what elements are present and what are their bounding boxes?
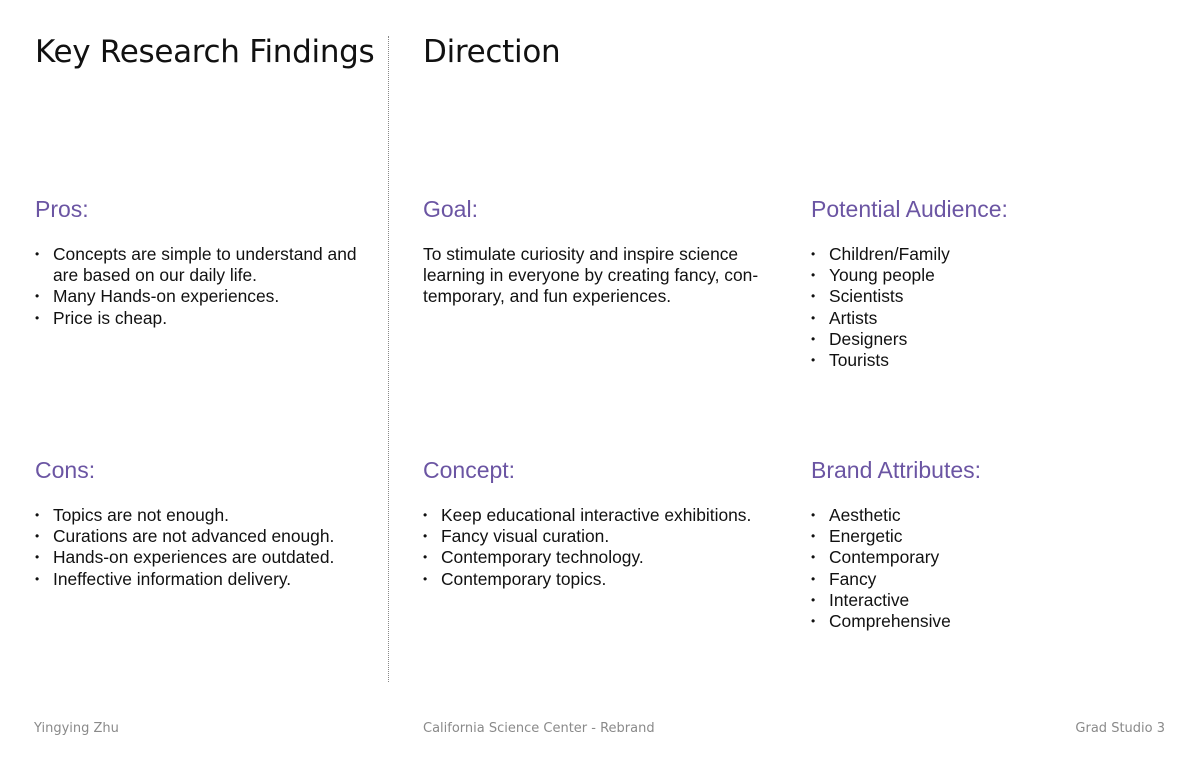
key-research-findings-heading: Key Research Findings <box>35 34 375 70</box>
list-item: • Topics are not enough. <box>35 505 375 526</box>
list-item: • Fancy <box>811 569 1166 590</box>
list-item: • Comprehensive <box>811 611 1166 632</box>
pros-title: Pros: <box>35 196 89 222</box>
brand-attributes-section <box>811 456 1166 632</box>
list-item: • Concepts are simple to understand and are based on our daily life. <box>35 244 375 286</box>
audience-list <box>811 244 1166 371</box>
list-item: • Aesthetic <box>811 505 1166 526</box>
goal-title: Goal: <box>423 196 478 222</box>
cons-title: Cons: <box>35 457 96 483</box>
pros-list <box>35 244 375 329</box>
list-item: • Contemporary <box>811 547 1166 568</box>
list-item: • Scientists <box>811 286 1166 307</box>
potential-audience-section <box>811 195 1166 371</box>
list-item: • Fancy visual curation. <box>423 526 778 547</box>
list-item: • Young people <box>811 265 1166 286</box>
concept-title: Concept: <box>423 457 516 483</box>
list-item: • Energetic <box>811 526 1166 547</box>
brand-attributes-list <box>811 505 1166 632</box>
goal-section <box>423 195 778 308</box>
list-item: • Contemporary topics. <box>423 569 778 590</box>
list-item: • Children/Family <box>811 244 1166 265</box>
list-item: • Contemporary technology. <box>423 547 778 568</box>
list-item: • Artists <box>811 308 1166 329</box>
list-item: • Curations are not advanced enough. <box>35 526 375 547</box>
direction-heading: Direction <box>423 34 561 70</box>
cons-section <box>35 456 375 590</box>
list-item: • Interactive <box>811 590 1166 611</box>
pros-section <box>35 195 375 329</box>
concept-section <box>423 456 778 590</box>
list-item: • Keep educational interactive exhibitions. <box>423 505 778 526</box>
brand-attributes-title: Brand Attributes: <box>811 457 982 483</box>
list-item: • Ineffective information delivery. <box>35 569 375 590</box>
list-item: • Designers <box>811 329 1166 350</box>
potential-audience-title: Potential Audience: <box>811 196 1008 222</box>
goal-text: To stimulate curiosity and inspire science learning in everyone by creating fancy, contemporary, and fun experiences. <box>423 244 759 307</box>
list-item: • Many Hands-on experiences. <box>35 286 375 307</box>
footer-course: Grad Studio 3 <box>1075 721 1165 736</box>
cons-list <box>35 505 375 590</box>
concept-list <box>423 505 778 590</box>
footer-project-title: California Science Center - Rebrand <box>423 721 655 736</box>
list-item: • Price is cheap. <box>35 308 375 329</box>
footer-author: Yingying Zhu <box>34 721 119 736</box>
column-divider <box>388 36 389 682</box>
list-item: • Tourists <box>811 350 1166 371</box>
list-item: • Hands-on experiences are outdated. <box>35 547 375 568</box>
